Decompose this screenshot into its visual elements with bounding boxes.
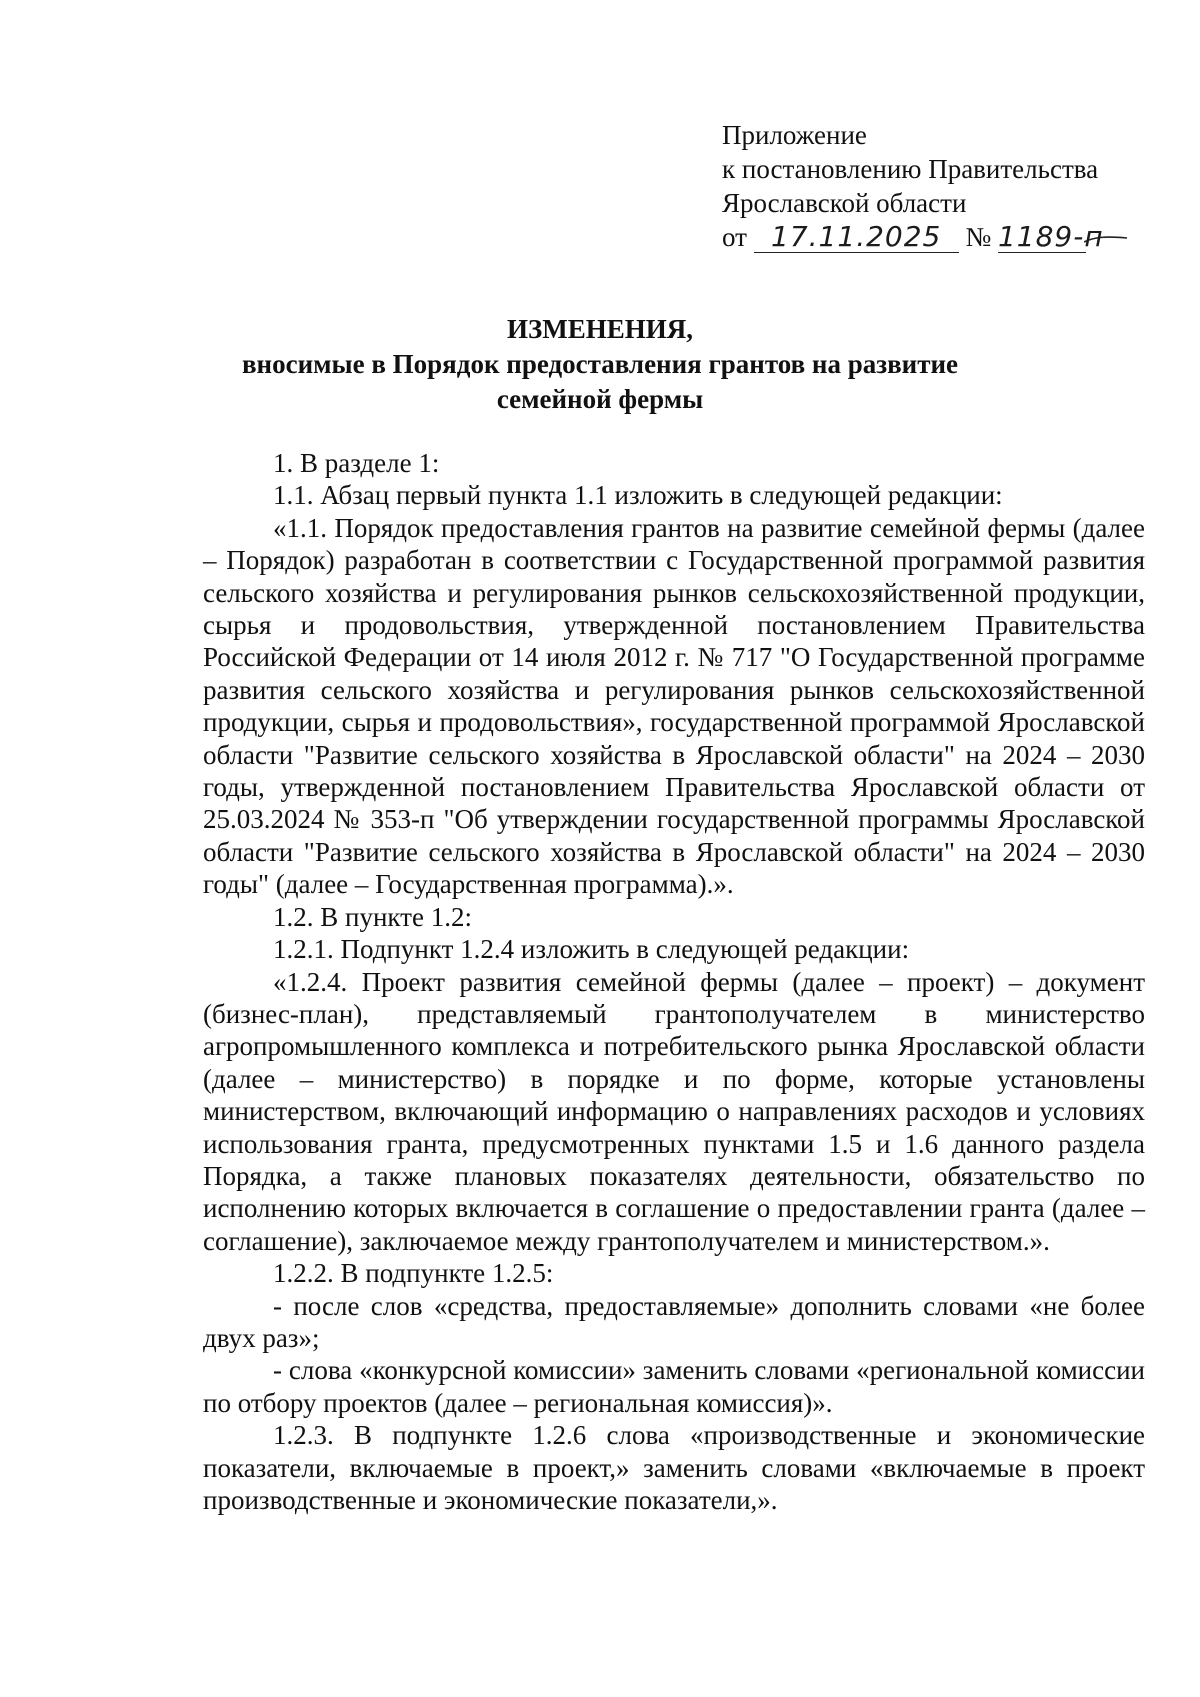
handwritten-date: 17.11.2025 — [754, 222, 959, 253]
appendix-label: Приложение — [722, 120, 867, 150]
paragraph-1-1-text: «1.1. Порядок предоставления грантов на развитие семейной фермы (далее – Порядок) разработан в соответствии с Государственной программой развития сельского хозяйства и регулирования рынков сельскохозяйственной продукции, сырья и продовольствия, утвержденной постановлением Правительства Российской Федерации от 14 июля 2012 г. № 717 "О Государственной программе развития сельского хозяйства и регулирования рынков сельскохозяйственной продукции, сырья и продовольствия», государственной программой Ярославской области "Развитие сельского хозяйства в Ярославской области" на 2024 – 2030 годы, утвержденной постановлением Правительства Ярославской области от 25.03.2024 № 353-п "Об утверждении государственной программы Ярославской области "Развитие сельского хозяйства в Ярославской области" на 2024 – 2030 годы" (далее – Государственная программа).». — [203, 512, 1145, 900]
date-prefix: от — [722, 222, 747, 252]
paragraph-1-2-4-text: «1.2.4. Проект развития семейной фермы (далее – проект) – документ (бизнес-план), представляемый грантополучателем в министерство агропромышленного комплекса и потребительского рынка Ярославской области (далее – министерство) в порядке и по форме, которые установлены министерством, включающий информацию о направлениях расходов и условиях использования гранта, предусмотренных пунктами 1.5 и 1.6 данного раздела Порядка, а также плановых показателях деятельности, обязательство по исполнению которых включается в соглашение о предоставлении гранта (далее – соглашение), заключаемое между грантополучателем и министерством.». — [203, 966, 1145, 1256]
paragraph-1-1: 1.1. Абзац первый пункта 1.1 изложить в следующей редакции: — [273, 480, 1003, 511]
document-title — [200, 312, 1000, 417]
appendix-region-line: Ярославской области — [722, 188, 967, 218]
appendix-date-number-line — [722, 220, 1142, 254]
document-body — [203, 447, 1145, 1516]
appendix-resolution-line: к постановлению Правительства — [722, 154, 1099, 184]
number-prefix: № — [965, 222, 992, 252]
paragraph-1-2-1: 1.2.1. Подпункт 1.2.4 изложить в следующей редакции: — [273, 934, 910, 965]
paragraph-1-2: 1.2. В пункте 1.2: — [273, 901, 472, 932]
list-item: - после слов «средства, предоставляемые» дополнить словами «не более двух раз»; — [203, 1290, 1145, 1353]
paragraph-1-2-2: 1.2.2. В подпункте 1.2.5: — [273, 1258, 554, 1289]
list-item: - слова «конкурсной комиссии» заменить словами «региональной комиссии по отбору проектов (далее – региональная комиссия)». — [203, 1355, 1145, 1418]
appendix-header — [722, 118, 1142, 254]
title-subtitle-line1: вносимые в Порядок предоставления грантов на развитие — [241, 349, 959, 379]
title-subtitle-line2: семейной фермы — [496, 384, 704, 414]
title-main: ИЗМЕНЕНИЯ, — [506, 314, 693, 344]
paragraph-section-1: 1. В разделе 1: — [273, 448, 440, 478]
handwritten-number: 1189-п — [997, 220, 1104, 253]
paragraph-1-2-3: 1.2.3. В подпункте 1.2.6 слова «производственные и экономические показатели, включаемые в проект,» заменить словами «включаемые в проект производственные и экономические показатели,». — [203, 1420, 1145, 1515]
